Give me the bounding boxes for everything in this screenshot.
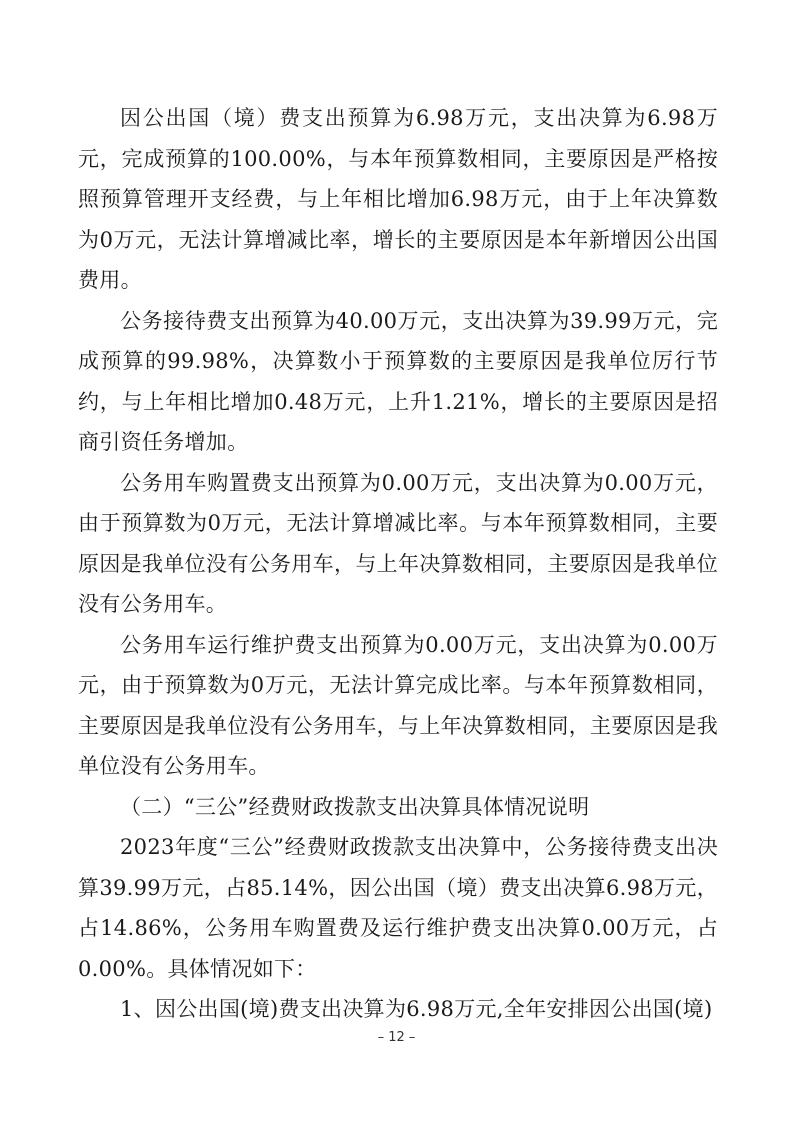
paragraph-vehicle-maintenance: 公务用车运行维护费支出预算为0.00万元，支出决算为0.00万元，由于预算数为0万元，无法计算完成比率。与本年预算数相同，主要原因是我单位没有公务用车，与上年决算数相同，主要原因是我单位没有公务用车。 bbox=[78, 632, 718, 778]
paragraph-summary: 2023年度“三公”经费财政拨款支出决算中，公务接待费支出决算39.99万元，占85.14%，因公出国（境）费支出决算6.98万元，占14.86%，公务用车购置费及运行维护费支出决算0.00万元，占0.00%。具体情况如下： bbox=[78, 835, 718, 981]
paragraph-reception: 公务接待费支出预算为40.00万元，支出决算为39.99万元，完成预算的99.98%，决算数小于预算数的主要原因是我单位厉行节约，与上年相比增加0.48万元，上升1.21%，增长的主要原因是招商引资任务增加。 bbox=[78, 308, 718, 454]
paragraph-item-1: 1、因公出国(境)费支出决算为6.98万元,全年安排因公出国(境) bbox=[120, 997, 713, 1021]
paragraph-overseas-travel: 因公出国（境）费支出预算为6.98万元，支出决算为6.98万元，完成预算的100.00%，与本年预算数相同，主要原因是严格按照预算管理开支经费，与上年相比增加6.98万元，由于上年决算数为0万元，无法计算增减比率，增长的主要原因是本年新增因公出国费用。 bbox=[78, 106, 718, 292]
document-body bbox=[78, 98, 718, 1030]
page-number: – 12 – bbox=[377, 1030, 416, 1045]
paragraph-vehicle-purchase: 公务用车购置费支出预算为0.00万元，支出决算为0.00万元，由于预算数为0万元，无法计算增减比率。与本年预算数相同，主要原因是我单位没有公务用车，与上年决算数相同，主要原因是我单位没有公务用车。 bbox=[78, 470, 718, 616]
section-heading: （二）“三公”经费财政拨款支出决算具体情况说明 bbox=[120, 794, 590, 819]
